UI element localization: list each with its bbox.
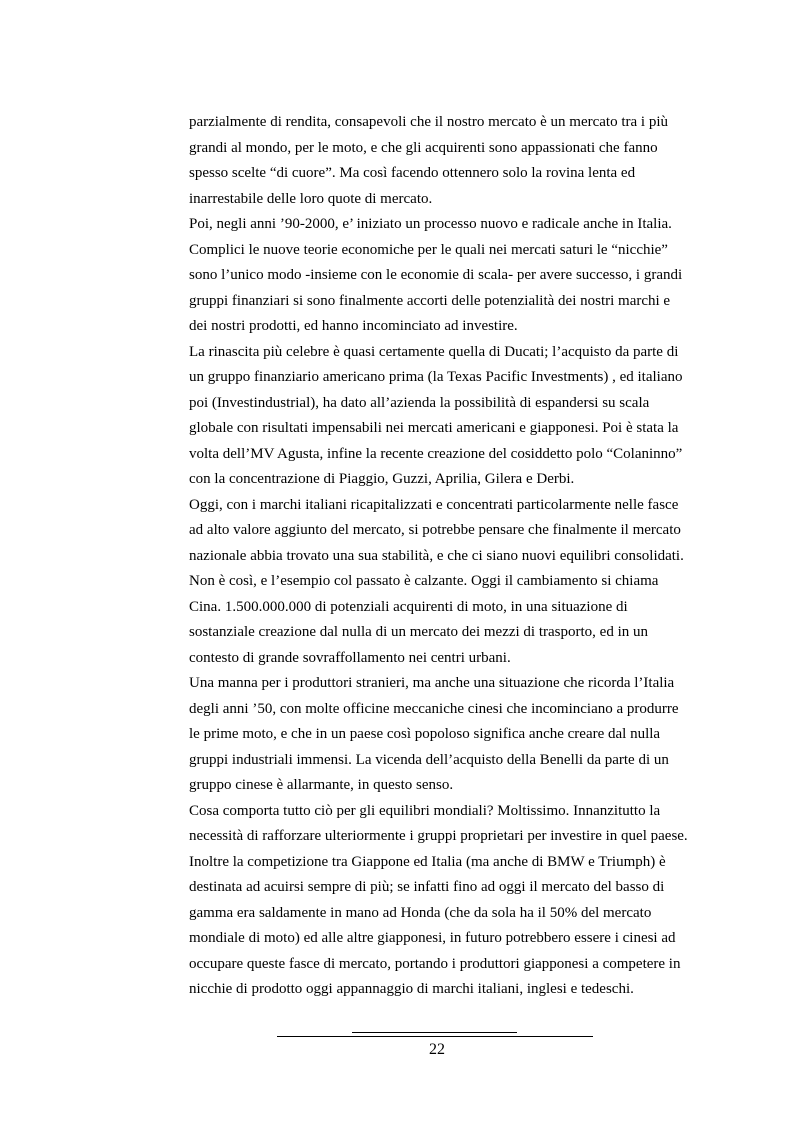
text-line: necessità di rafforzare ulteriormente i gruppi proprietari per investire in quel paese. [189,828,688,844]
text-line: La rinascita più celebre è quasi certamente quella di Ducati; l’acquisto da parte di [189,343,679,360]
text-line: sono l’unico modo -insieme con le economie di scala- per avere successo, i grandi [189,267,683,283]
text-line: inarrestabile delle loro quote di mercato. [189,190,433,207]
text-line: occupare queste fasce di mercato, portando i produttori giapponesi a competere in [189,955,681,972]
text-line: Oggi, con i marchi italiani ricapitalizzati e concentrati particolarmente nelle fasce [189,496,679,513]
text-line: Cina. 1.500.000.000 di potenziali acquirenti di moto, in una situazione di [189,598,628,615]
text-line: grandi al mondo, per le moto, e che gli acquirenti sono appassionati che fanno [189,139,658,156]
text-line: degli anni ’50, con molte officine meccaniche cinesi che incominciano a produrre [189,700,679,717]
text-line: volta dell’MV Agusta, infine la recente creazione del cosiddetto polo “Colaninno” [189,445,683,462]
text-line: spesso scelte “di cuore”. Ma così facendo ottennero solo la rovina lenta ed [189,165,636,181]
text-line: nazionale abbia trovato una sua stabilità, e che ci siano nuovi equilibri consolidati. [189,547,684,564]
text-line: contesto di grande sovraffollamento nei centri urbani. [189,649,511,666]
text-line: con la concentrazione di Piaggio, Guzzi, Aprilia, Gilera e Derbi. [189,471,575,487]
text-line: dei nostri prodotti, ed hanno incominciato ad investire. [189,318,518,334]
text-line: nicchie di prodotto oggi appannaggio di marchi italiani, inglesi e tedeschi. [189,981,634,997]
text-line: Una manna per i produttori stranieri, ma anche una situazione che ricorda l’Italia [189,675,675,691]
text-line: le prime moto, e che in un paese così popoloso significa anche creare dal nulla [189,726,661,742]
text-line: ad alto valore aggiunto del mercato, si potrebbe pensare che finalmente il mercato [189,522,681,538]
text-line: destinata ad acuirsi sempre di più; se infatti fino ad oggi il mercato del basso di [189,879,665,895]
text-line: sostanziale creazione dal nulla di un mercato dei mezzi di trasporto, ed in un [189,624,648,640]
text-line: Inoltre la competizione tra Giappone ed Italia (ma anche di BMW e Triumph) è [189,853,666,870]
page-number: 22 [429,1041,445,1058]
text-line: Non è così, e l’esempio col passato è calzante. Oggi il cambiamento si chiama [189,573,659,589]
footer-rule [277,1036,593,1037]
text-line: gruppi finanziari si sono finalmente accorti delle potenzialità dei nostri marchi e [189,292,671,309]
text-line: Cosa comporta tutto ciò per gli equilibri mondiali? Moltissimo. Innanzitutto la [189,802,661,819]
text-line: un gruppo finanziario americano prima (la Texas Pacific Investments) , ed italiano [189,369,683,385]
text-line: globale con risultati impensabili nei mercati americani e giapponesi. Poi è stata la [189,420,679,436]
body-text [189,110,688,1003]
text-line: Poi, negli anni ’90-2000, e’ iniziato un processo nuovo e radicale anche in Italia. [189,216,672,232]
text-line: gruppi industriali immensi. La vicenda dell’acquisto della Benelli da parte di un [189,751,669,768]
text-line: Complici le nuove teorie economiche per le quali nei mercati saturi le “nicchie” [189,241,668,258]
text-line: parzialmente di rendita, consapevoli che il nostro mercato è un mercato tra i più [189,114,668,130]
text-line: gamma era saldamente in mano ad Honda (che da sola ha il 50% del mercato [189,904,652,921]
text-line: mondiale di moto) ed alle altre giapponesi, in futuro potrebbero essere i cinesi ad [189,930,676,946]
footer-rule-short [352,1032,517,1033]
text-line: gruppo cinese è allarmante, in questo senso. [189,777,454,793]
text-line: poi (Investindustrial), ha dato all’azienda la possibilità di espandersi su scala [189,394,650,411]
